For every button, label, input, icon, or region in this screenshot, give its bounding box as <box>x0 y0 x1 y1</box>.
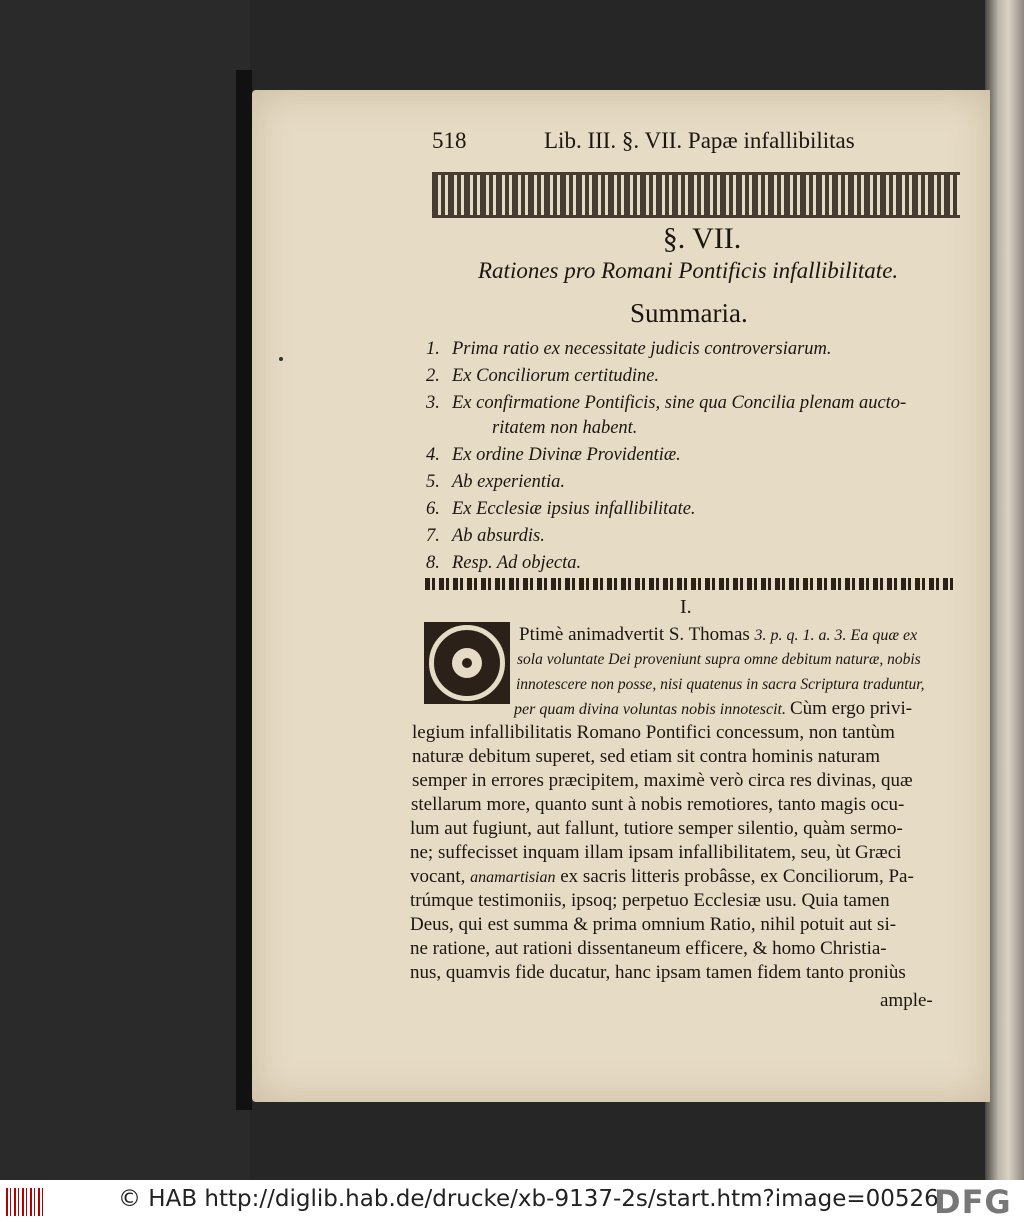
summary-item: 8. Resp. Ad objecta. <box>426 553 582 573</box>
text-line: nus, quamvis fide ducatur, hanc ipsam tamen fidem tanto proniùs <box>410 962 906 983</box>
text-line: trúmque testimoniis, ipsoq; perpetuo Ecclesiæ usu. Quia tamen <box>410 890 890 911</box>
text-line: stellarum more, quanto sunt à nobis remotiores, tanto magis ocu- <box>411 794 905 815</box>
text-line: Ptimè animadvertit S. Thomas 3. p. q. 1. a. 3. Ea quæ ex <box>519 624 918 645</box>
paragraph-number: I. <box>680 596 692 618</box>
summaria-heading: Summaria. <box>630 298 748 328</box>
text-line: ne; suffecisset inquam illam ipsam infallibilitatem, seu, ùt Græci <box>410 842 902 863</box>
section-number: §. VII. <box>662 222 742 255</box>
summary-item: 1. Prima ratio ex necessitate judicis controversiarum. <box>426 339 832 359</box>
summary-item: 6. Ex Ecclesiæ ipsius infallibilitate. <box>426 499 696 519</box>
text-line: sola voluntate Dei proveniunt supra omne debitum naturæ, nobis <box>517 651 921 668</box>
text-line: per quam divina voluntas nobis innotescit. Cùm ergo privi- <box>514 698 913 719</box>
summary-item: 2. Ex Conciliorum certitudine. <box>426 366 660 386</box>
text-line: naturæ debitum superet, sed etiam sit contra hominis naturam <box>412 746 881 767</box>
hab-logo-icon <box>6 1188 46 1216</box>
summary-item: 5. Ab experientia. <box>426 472 566 492</box>
text-line: vocant, anamartisian ex sacris litteris probâsse, ex Conciliorum, Pa- <box>410 866 914 887</box>
dfg-logo: DFG <box>934 1183 1012 1221</box>
catchword: ample- <box>880 990 933 1011</box>
text-line: legium infallibilitatis Romano Pontifici concessum, non tantùm <box>412 722 895 743</box>
section-title: Rationes pro Romani Pontificis infallibilitate. <box>478 258 899 283</box>
text-line: ne ratione, aut rationi dissentaneum efficere, & homo Christia- <box>410 938 887 959</box>
text-line: lum aut fugiunt, aut fallunt, tutiore semper silentio, quàm sermo- <box>410 818 903 839</box>
summary-item: 4. Ex ordine Divinæ Providentiæ. <box>426 445 681 465</box>
page-number: 518 <box>432 128 467 153</box>
text-line: semper in errores præcipitem, maximè verò circa res divinas, quæ <box>412 770 913 791</box>
running-title: Lib. III. §. VII. Papæ infallibilitas <box>544 128 855 153</box>
copyright-link[interactable]: © HAB http://diglib.hab.de/drucke/xb-9137-2s/start.htm?image=00526 <box>118 1186 939 1212</box>
viewer-footer <box>0 1180 1024 1222</box>
summary-item: 7. Ab absurdis. <box>426 526 545 546</box>
text-line: Deus, qui est summa & prima omnium Ratio, nihil potuit aut si- <box>410 914 897 935</box>
summary-item: 3. Ex confirmatione Pontificis, sine qua Concilia plenam aucto- ritatem non habent. <box>426 393 907 438</box>
text-line: innotescere non posse, nisi quatenus in sacra Scriptura traduntur, <box>516 676 925 693</box>
